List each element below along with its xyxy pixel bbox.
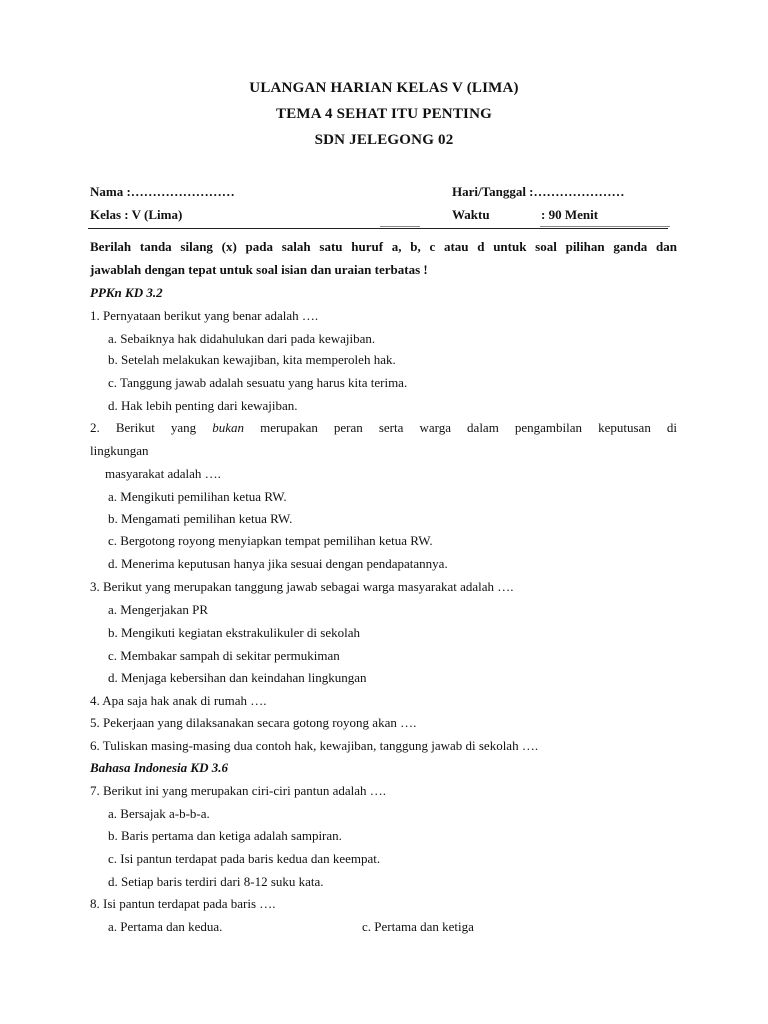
q2-line-3: masyarakat adalah …. xyxy=(105,466,221,481)
question-7: 7. Berikut ini yang merupakan ciri-ciri pantun adalah …. xyxy=(90,783,387,798)
header-divider xyxy=(88,228,668,229)
question-1: 1. Pernyataan berikut yang benar adalah …. xyxy=(90,308,319,323)
q3-option-c: c. Membakar sampah di sekitar permukiman xyxy=(108,648,340,663)
q7-option-b: b. Baris pertama dan ketiga adalah sampiran. xyxy=(108,828,342,843)
q2-line-2: lingkungan xyxy=(90,443,149,458)
waktu-value: : 90 Menit xyxy=(541,207,599,222)
waktu-label: Waktu xyxy=(452,207,490,222)
q2-option-a: a. Mengikuti pemilihan ketua RW. xyxy=(108,489,287,504)
kelas-field: Kelas : V (Lima) xyxy=(90,207,183,222)
q1-option-d: d. Hak lebih penting dari kewajiban. xyxy=(108,398,298,413)
question-4: 4. Apa saja hak anak di rumah …. xyxy=(90,693,267,708)
instruction-line-2: jawablah dengan tepat untuk soal isian dan uraian terbatas ! xyxy=(90,262,428,277)
q2-pre: 2. Berikut yang xyxy=(90,420,213,435)
question-8: 8. Isi pantun terdapat pada baris …. xyxy=(90,896,276,911)
q2-option-c: c. Bergotong royong menyiapkan tempat pemilihan ketua RW. xyxy=(108,533,433,548)
q3-option-d: d. Menjaga kebersihan dan keindahan lingkungan xyxy=(108,670,367,685)
instruction-line-1: Berilah tanda silang (x) pada salah satu huruf a, b, c atau d untuk soal pilihan ganda dan xyxy=(90,239,677,254)
q1-option-c: c. Tanggung jawab adalah sesuatu yang harus kita terima. xyxy=(108,375,408,390)
header-divider-accent xyxy=(380,226,420,227)
q1-option-a: a. Sebaiknya hak didahulukan dari pada kewajiban. xyxy=(108,331,376,346)
q7-option-c: c. Isi pantun terdapat pada baris kedua dan keempat. xyxy=(108,851,381,866)
section-bahasa-indonesia: Bahasa Indonesia KD 3.6 xyxy=(90,760,228,775)
exam-title: ULANGAN HARIAN KELAS V (LIMA) xyxy=(249,80,519,96)
q2-option-b: b. Mengamati pemilihan ketua RW. xyxy=(108,511,293,526)
question-3: 3. Berikut yang merupakan tanggung jawab sebagai warga masyarakat adalah …. xyxy=(90,579,514,594)
school-name: SDN JELEGONG 02 xyxy=(314,132,454,148)
section-ppkn: PPKn KD 3.2 xyxy=(90,285,163,300)
q8-option-a: a. Pertama dan kedua. xyxy=(108,919,223,934)
nama-field: Nama :…………………… xyxy=(90,184,235,199)
q2-option-d: d. Menerima keputusan hanya jika sesuai dengan pendapatannya. xyxy=(108,556,448,571)
q2-emphasis: bukan xyxy=(212,420,245,435)
question-5: 5. Pekerjaan yang dilaksanakan secara gotong royong akan …. xyxy=(90,715,417,730)
hari-tanggal-field: Hari/Tanggal :………………… xyxy=(452,184,625,199)
q3-option-a: a. Mengerjakan PR xyxy=(108,602,209,617)
q7-option-a: a. Bersajak a-b-b-a. xyxy=(108,806,210,821)
q2-post: merupakan peran serta warga dalam pengambilan keputusan di xyxy=(244,420,677,435)
question-2 xyxy=(90,420,677,436)
q7-option-d: d. Setiap baris terdiri dari 8-12 suku kata. xyxy=(108,874,324,889)
q1-option-b: b. Setelah melakukan kewajiban, kita memperoleh hak. xyxy=(108,352,396,367)
q8-option-c: c. Pertama dan ketiga xyxy=(362,919,474,934)
q3-option-b: b. Mengikuti kegiatan ekstrakulikuler di sekolah xyxy=(108,625,360,640)
header-divider-accent-right xyxy=(540,226,670,227)
question-6: 6. Tuliskan masing-masing dua contoh hak, kewajiban, tanggung jawab di sekolah …. xyxy=(90,738,539,753)
theme-title: TEMA 4 SEHAT ITU PENTING xyxy=(276,106,492,122)
